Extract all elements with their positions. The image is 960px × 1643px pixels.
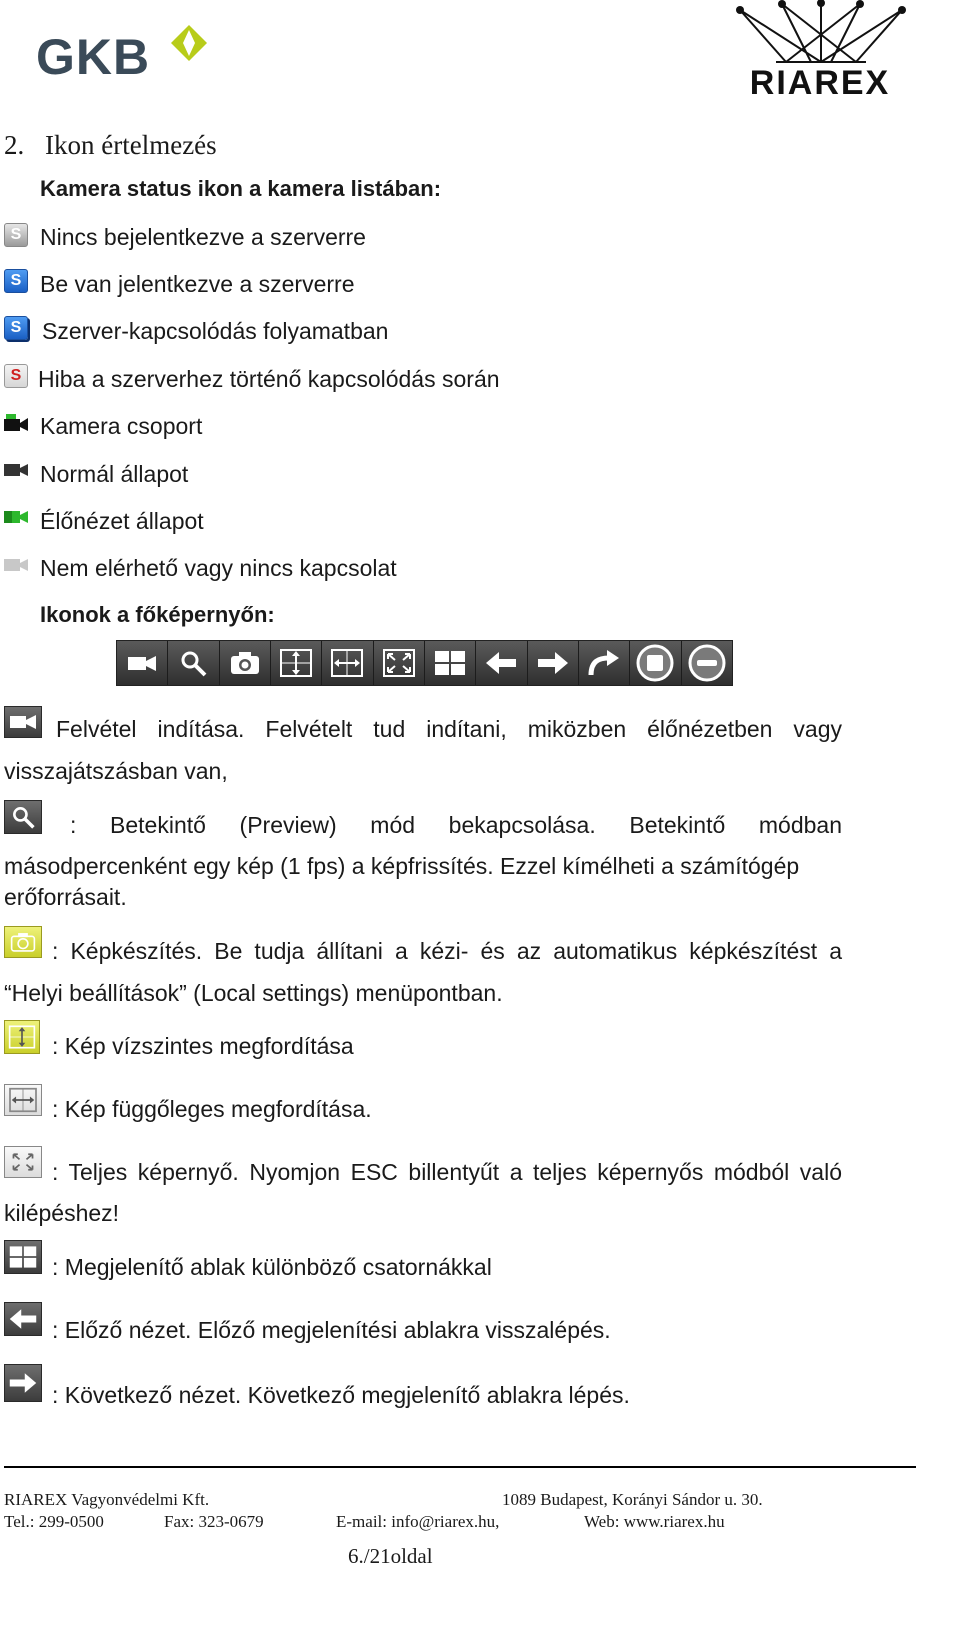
next-description: : Következő nézet. Következő megjelenítő ablakra lépés.	[52, 1382, 630, 1408]
record-icon	[126, 652, 158, 674]
snapshot-icon	[229, 650, 261, 676]
gkb-logo	[30, 18, 220, 88]
flip-h-description: : Kép vízszintes megfordítása	[52, 1033, 354, 1059]
flip-horizontal-button[interactable]	[322, 641, 373, 685]
section-heading	[4, 130, 217, 161]
flip-v-description: : Kép függőleges megfordítása.	[52, 1096, 372, 1122]
page-number: 6./21oldal	[348, 1544, 433, 1568]
footer-address: 1089 Budapest, Korányi Sándor u. 30.	[502, 1490, 763, 1509]
flip-horizontal-icon	[8, 1087, 38, 1113]
preview-description-line2: másodpercenként egy kép (1 fps) a képfrissítés. Ezzel kímélheti a számítógép	[4, 853, 800, 879]
flip-vertical-row-icon	[4, 1020, 40, 1054]
record-description-line1: Felvétel indítása. Felvételt tud indítani, miközben élőnézetben vagy	[56, 716, 842, 742]
camera-group-icon	[4, 414, 28, 432]
preview-icon	[178, 648, 208, 678]
riarex-logo-text: RIAREX	[749, 64, 891, 102]
main-toolbar	[116, 640, 733, 686]
status-text-normal: Normál állapot	[40, 461, 189, 487]
footer-fax: Fax: 323-0679	[164, 1512, 264, 1531]
fullscreen-description-line1: : Teljes képernyő. Nyomjon ESC billentyűt a teljes képernyős módból való	[52, 1159, 842, 1185]
riarex-logo	[726, 0, 916, 105]
status-text-camera-group: Kamera csoport	[40, 413, 203, 439]
status-text-logged: Be van jelentkezve a szerverre	[40, 271, 355, 297]
camera-normal-icon	[4, 461, 28, 479]
server-logged-icon: S	[4, 269, 28, 293]
fullscreen-row-icon	[4, 1146, 42, 1178]
fullscreen-icon	[382, 648, 416, 678]
snapshot-row-icon	[4, 926, 42, 958]
next-icon	[536, 650, 570, 676]
camera-status-heading: Kamera status ikon a kamera listában:	[40, 176, 442, 201]
layout-description: : Megjelenítő ablak különböző csatornákkal	[52, 1254, 492, 1280]
record-description-line2: visszajátszásban van,	[4, 758, 228, 784]
layout-icon	[433, 649, 467, 677]
footer-web: Web: www.riarex.hu	[584, 1512, 725, 1531]
snapshot-description-line2: “Helyi beállítások” (Local settings) menüpontban.	[4, 980, 503, 1006]
snapshot-description-line1: : Képkészítés. Be tudja állítani a kézi- és az automatikus képkészítést a	[52, 938, 842, 964]
fullscreen-description-line2: kilépéshez!	[4, 1200, 120, 1226]
gkb-diamond-icon	[170, 24, 208, 62]
section-number: 2.	[4, 130, 25, 160]
next-button[interactable]	[528, 641, 579, 685]
previous-description: : Előző nézet. Előző megjelenítési ablakra visszalépés.	[52, 1317, 611, 1343]
redo-icon	[587, 649, 621, 677]
layout-button[interactable]	[425, 641, 476, 685]
preview-description-line3: erőforrásait.	[4, 884, 127, 910]
next-row-icon	[4, 1364, 42, 1402]
previous-icon	[8, 1307, 38, 1331]
section-title: Ikon értelmezés	[45, 130, 217, 160]
footer-company: RIAREX Vagyonvédelmi Kft.	[4, 1490, 210, 1509]
riarex-crown-icon	[726, 0, 916, 68]
server-not-logged-icon: S	[4, 223, 28, 247]
preview-button[interactable]	[168, 641, 219, 685]
status-text-live: Élőnézet állapot	[40, 508, 204, 534]
preview-description-line1: : Betekintő (Preview) mód bekapcsolása. Betekintő módban	[70, 812, 842, 838]
server-error-icon: S	[4, 364, 28, 388]
stop-icon	[635, 643, 675, 683]
snapshot-button[interactable]	[220, 641, 271, 685]
preview-icon	[10, 804, 36, 830]
fullscreen-icon	[8, 1149, 38, 1175]
footer-tel: Tel.: 299-0500	[4, 1512, 104, 1531]
previous-icon	[484, 650, 518, 676]
gkb-logo-text: GKB	[36, 29, 151, 85]
fullscreen-button[interactable]	[374, 641, 425, 685]
previous-row-icon	[4, 1302, 42, 1336]
record-row-icon	[4, 706, 42, 738]
flip-horizontal-row-icon	[4, 1084, 42, 1116]
flip-vertical-button[interactable]	[271, 641, 322, 685]
status-text-error: Hiba a szerverhez történő kapcsolódás során	[38, 366, 500, 392]
camera-offline-icon	[4, 556, 28, 574]
camera-live-icon	[4, 508, 28, 526]
flip-horizontal-icon	[330, 648, 364, 678]
footer-email: E-mail: info@riarex.hu,	[336, 1512, 500, 1531]
redo-button[interactable]	[579, 641, 630, 685]
status-text-connecting: Szerver-kapcsolódás folyamatban	[42, 318, 389, 344]
previous-button[interactable]	[476, 641, 527, 685]
next-icon	[8, 1371, 38, 1395]
minus-button[interactable]	[682, 641, 732, 685]
layout-icon	[8, 1244, 38, 1270]
preview-row-icon	[4, 800, 42, 834]
status-text-not-logged: Nincs bejelentkezve a szerverre	[40, 224, 366, 250]
stop-button[interactable]	[630, 641, 681, 685]
server-connecting-icon: S	[4, 316, 28, 340]
record-icon	[9, 713, 37, 731]
status-text-offline: Nem elérhető vagy nincs kapcsolat	[40, 555, 397, 581]
footer-divider	[4, 1466, 916, 1468]
main-screen-heading: Ikonok a főképernyőn:	[40, 602, 275, 627]
minus-icon	[687, 643, 727, 683]
layout-row-icon	[4, 1240, 42, 1274]
record-button[interactable]	[117, 641, 168, 685]
snapshot-icon	[10, 931, 36, 953]
flip-vertical-icon	[8, 1024, 36, 1050]
flip-vertical-icon	[279, 648, 313, 678]
